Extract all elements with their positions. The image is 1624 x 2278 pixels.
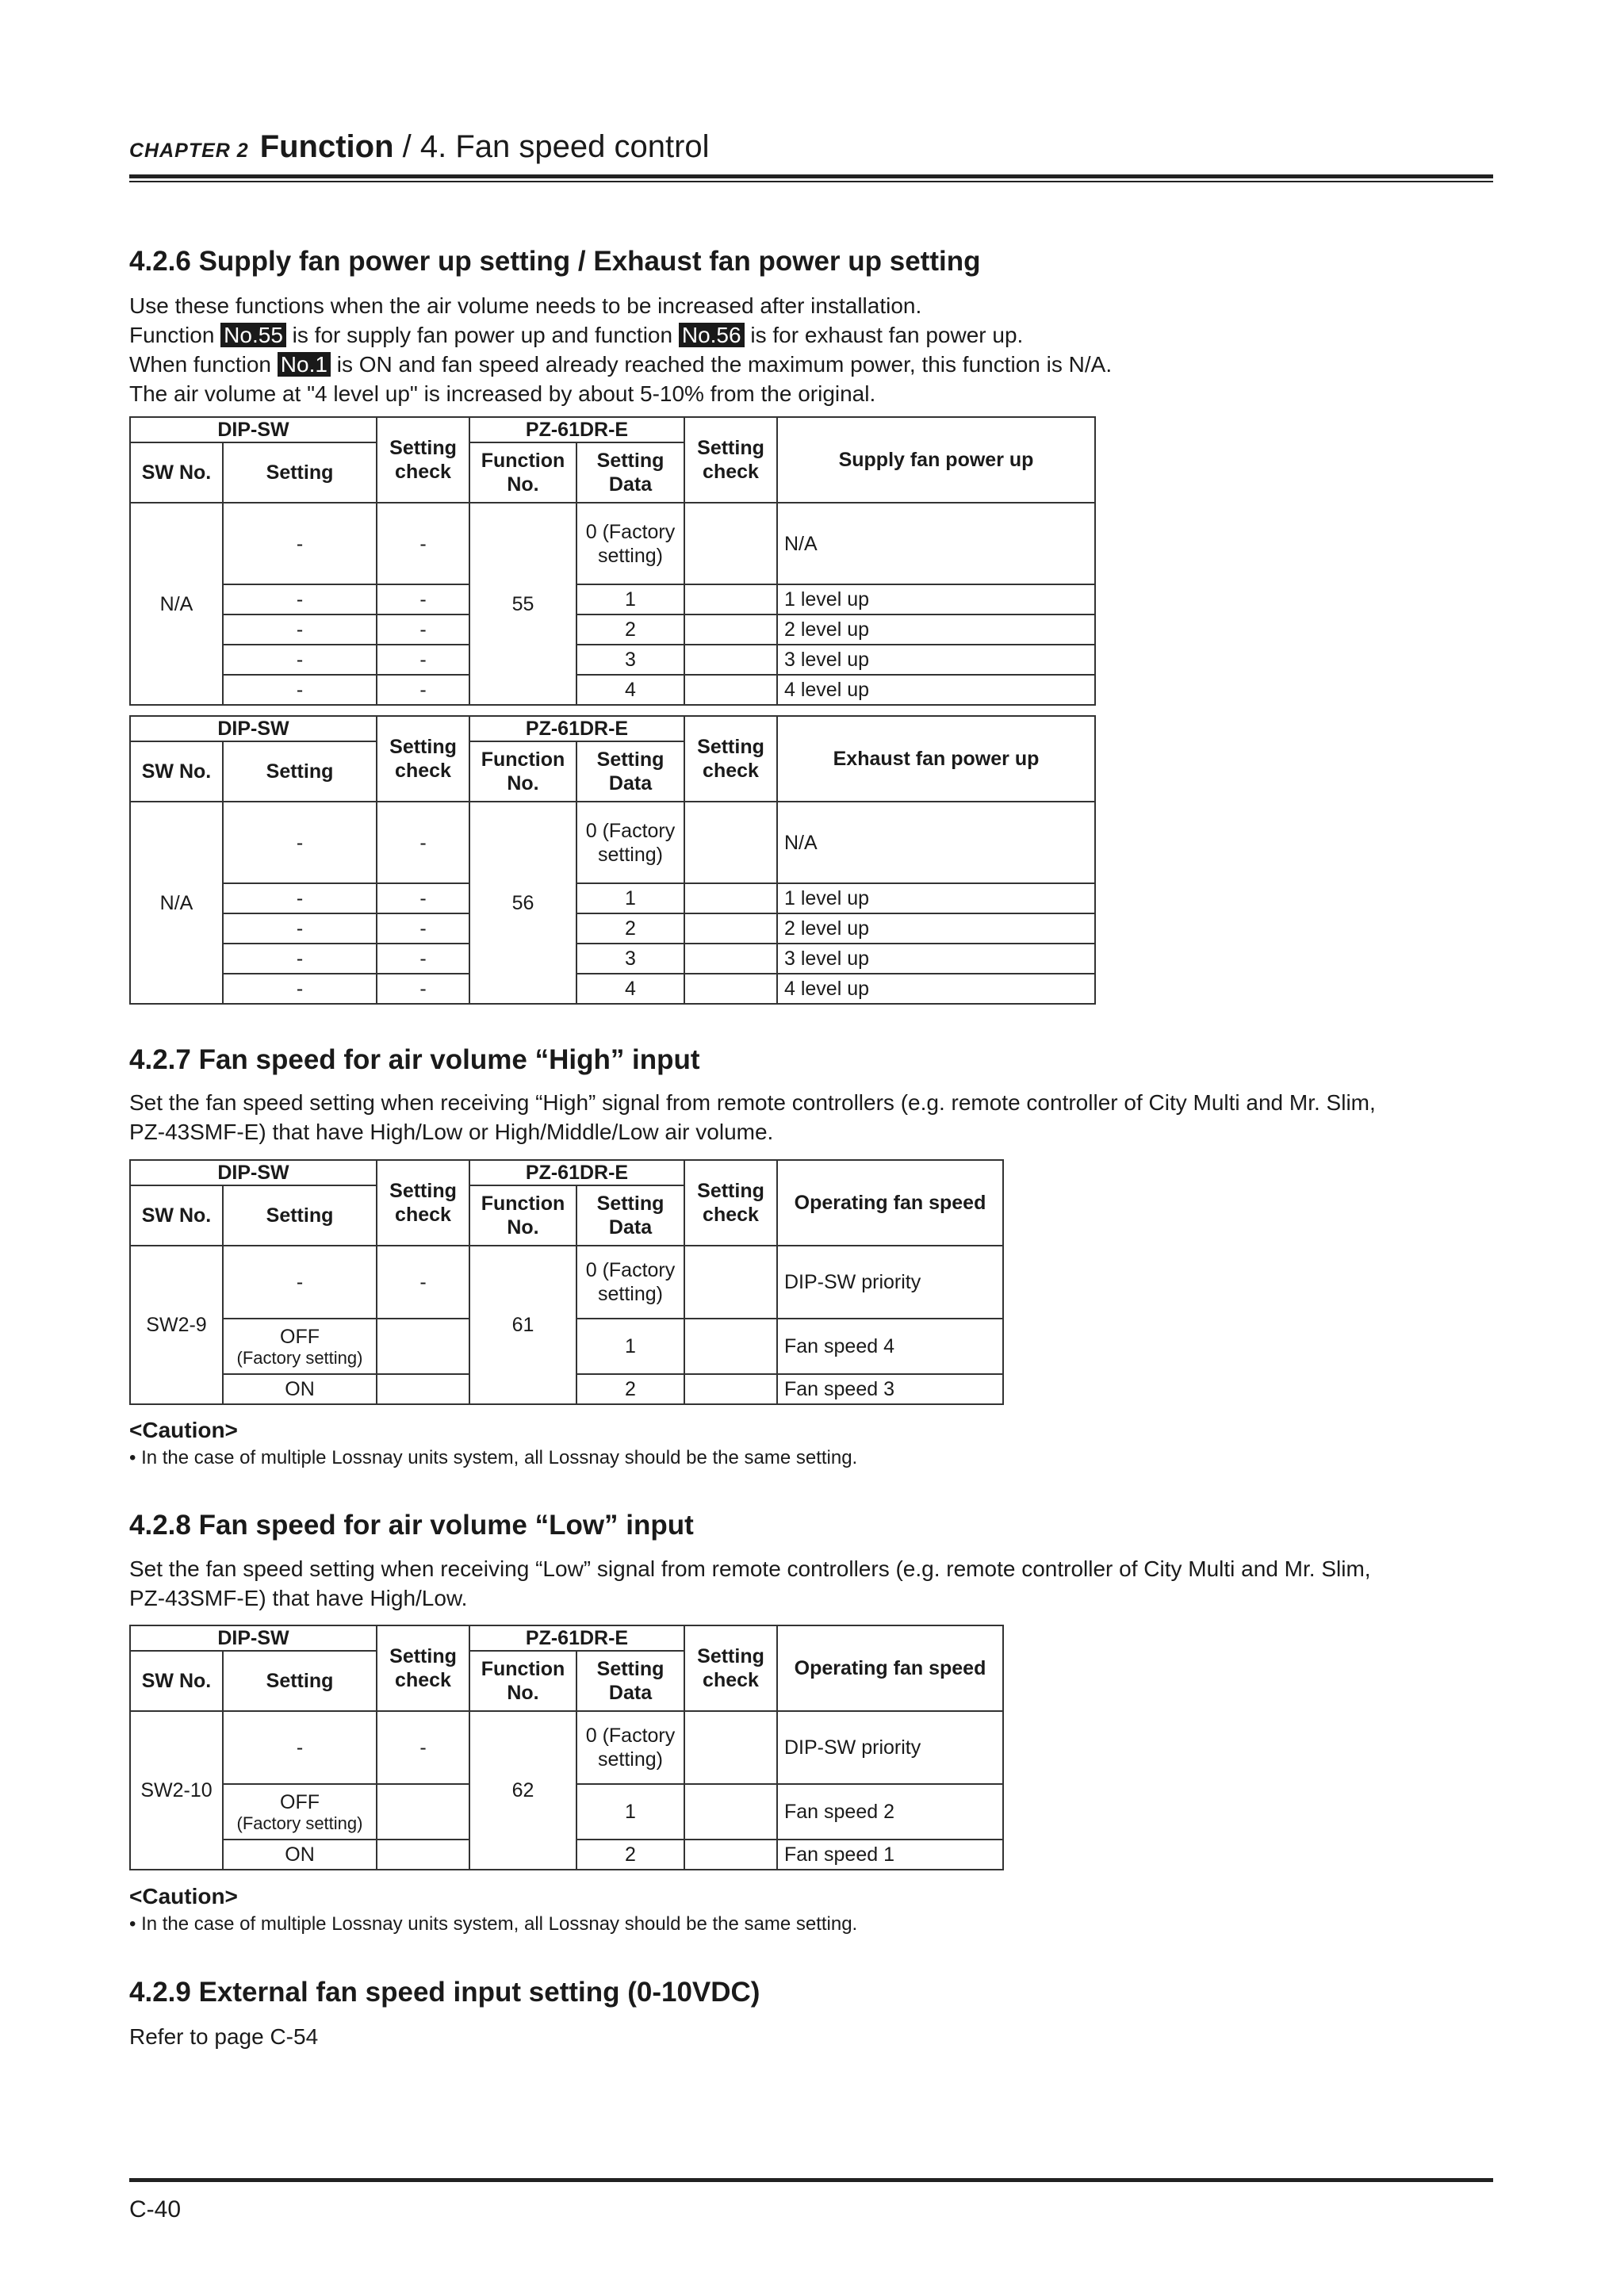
setting-cell: - <box>223 802 377 883</box>
header-rule-thin <box>129 181 1493 182</box>
header-dipsw: DIP-SW <box>130 417 377 442</box>
data-cell: 2 <box>576 1840 684 1870</box>
section-426-text <box>129 291 1497 408</box>
header-pz: PZ-61DR-E <box>469 1625 684 1651</box>
result-cell: 4 level up <box>777 974 1095 1004</box>
header-result: Exhaust fan power up <box>777 716 1095 802</box>
check-cell: - <box>377 913 469 944</box>
header-setting-check: Setting check <box>377 417 469 503</box>
section-429-text: Refer to page C-54 <box>129 2024 319 2049</box>
line: is for supply fan power up and function <box>285 323 679 347</box>
header-setting: Setting <box>223 741 377 802</box>
result-cell: 3 level up <box>777 944 1095 974</box>
check2-cell <box>684 883 777 913</box>
header-sw-no: SW No. <box>130 442 223 503</box>
caution-title: <Caution> <box>129 1418 238 1442</box>
result-cell: 1 level up <box>777 584 1095 614</box>
sw-no-cell: SW2-9 <box>130 1246 223 1404</box>
caution-title: <Caution> <box>129 1884 238 1909</box>
function-no-cell: 56 <box>469 802 576 1004</box>
setting-cell: - <box>223 1246 377 1319</box>
check-cell: - <box>377 584 469 614</box>
supply-fan-table <box>129 416 1096 706</box>
setting-cell: - <box>223 883 377 913</box>
table-row <box>130 1246 1003 1319</box>
section-427-text <box>129 1088 1497 1147</box>
header-setting-check: Setting check <box>377 1160 469 1246</box>
setting-sub: (Factory setting) <box>236 1348 363 1368</box>
header-sw-no: SW No. <box>130 1185 223 1246</box>
header-function-no: Function No. <box>469 1185 576 1246</box>
setting-cell <box>223 1319 377 1374</box>
table-row <box>130 584 1095 614</box>
data-cell: 2 <box>576 1374 684 1404</box>
header-setting-check: Setting check <box>684 1625 777 1711</box>
line: Use these functions when the air volume needs to be increased after installation. <box>129 293 922 318</box>
data-cell: 3 <box>576 944 684 974</box>
header-result: Supply fan power up <box>777 417 1095 503</box>
section-title-427: 4.2.7 Fan speed for air volume “High” input <box>129 1044 700 1075</box>
setting-cell: - <box>223 1711 377 1784</box>
header-function-no: Function No. <box>469 442 576 503</box>
table-row <box>130 802 1095 883</box>
result-cell: Fan speed 4 <box>777 1319 1003 1374</box>
setting-cell: ON <box>223 1840 377 1870</box>
footer-rule <box>129 2178 1493 2182</box>
result-cell: Fan speed 1 <box>777 1840 1003 1870</box>
header-function-no: Function No. <box>469 741 576 802</box>
data-cell: 2 <box>576 913 684 944</box>
line: Function <box>129 323 221 347</box>
chapter-label: CHAPTER 2 <box>129 140 249 162</box>
line: Set the fan speed setting when receiving “Low” signal from remote controllers (e.g. remote controller of City Multi and Mr. Slim, <box>129 1556 1371 1581</box>
data-cell: 1 <box>576 883 684 913</box>
setting-cell: - <box>223 675 377 705</box>
result-cell: N/A <box>777 503 1095 584</box>
line: PZ-43SMF-E) that have High/Low. <box>129 1586 468 1610</box>
caution-text: • In the case of multiple Lossnay units system, all Lossnay should be the same setting. <box>129 1447 858 1468</box>
setting-cell <box>223 1784 377 1840</box>
function-no-cell: 62 <box>469 1711 576 1870</box>
line: The air volume at "4 level up" is increased by about 5-10% from the original. <box>129 381 876 406</box>
table-row <box>130 913 1095 944</box>
setting-cell: - <box>223 913 377 944</box>
result-cell: 2 level up <box>777 913 1095 944</box>
check2-cell <box>684 503 777 584</box>
check-cell <box>377 1840 469 1870</box>
header-setting-data: Setting Data <box>576 741 684 802</box>
check2-cell <box>684 675 777 705</box>
check2-cell <box>684 913 777 944</box>
check-cell: - <box>377 1246 469 1319</box>
data-cell: 2 <box>576 614 684 645</box>
check2-cell <box>684 802 777 883</box>
table-row <box>130 944 1095 974</box>
data-cell: 0 (Factory setting) <box>576 1246 684 1319</box>
sw-no-cell: SW2-10 <box>130 1711 223 1870</box>
check-cell: - <box>377 503 469 584</box>
data-cell: 3 <box>576 645 684 675</box>
check-cell: - <box>377 974 469 1004</box>
chapter-header <box>129 129 1493 165</box>
sw-no-cell: N/A <box>130 802 223 1004</box>
header-dipsw: DIP-SW <box>130 1160 377 1185</box>
check2-cell <box>684 1840 777 1870</box>
function-tag: No.56 <box>679 323 745 347</box>
header-setting-data: Setting Data <box>576 1185 684 1246</box>
setting-cell: - <box>223 614 377 645</box>
section-title-426: 4.2.6 Supply fan power up setting / Exhaust fan power up setting <box>129 246 981 277</box>
data-cell: 4 <box>576 675 684 705</box>
setting-cell: - <box>223 974 377 1004</box>
check-cell: - <box>377 675 469 705</box>
caution-text: • In the case of multiple Lossnay units system, all Lossnay should be the same setting. <box>129 1913 858 1935</box>
section-label: / 4. Fan speed control <box>393 129 710 164</box>
section-428-text <box>129 1554 1497 1613</box>
section-title-428: 4.2.8 Fan speed for air volume “Low” input <box>129 1510 694 1541</box>
table-row <box>130 503 1095 584</box>
table-row <box>130 883 1095 913</box>
header-setting-check: Setting check <box>684 716 777 802</box>
data-cell: 1 <box>576 1319 684 1374</box>
result-cell: Fan speed 2 <box>777 1784 1003 1840</box>
result-cell: 1 level up <box>777 883 1095 913</box>
setting-cell: - <box>223 584 377 614</box>
result-cell: DIP-SW priority <box>777 1711 1003 1784</box>
setting-value: OFF <box>280 1326 320 1348</box>
data-cell: 4 <box>576 974 684 1004</box>
line: Set the fan speed setting when receiving “High” signal from remote controllers (e.g. remote controller of City Multi and Mr. Slim, <box>129 1090 1376 1115</box>
data-cell: 0 (Factory setting) <box>576 503 684 584</box>
function-tag: No.55 <box>220 323 286 347</box>
line: is for exhaust fan power up. <box>744 323 1024 347</box>
header-setting-check: Setting check <box>377 1625 469 1711</box>
check2-cell <box>684 614 777 645</box>
table-row <box>130 974 1095 1004</box>
table-row <box>130 1711 1003 1784</box>
header-dipsw: DIP-SW <box>130 716 377 741</box>
line: is ON and fan speed already reached the maximum power, this function is N/A. <box>330 352 1113 377</box>
check-cell: - <box>377 1711 469 1784</box>
setting-cell: - <box>223 645 377 675</box>
header-result: Operating fan speed <box>777 1160 1003 1246</box>
check-cell: - <box>377 944 469 974</box>
line: PZ-43SMF-E) that have High/Low or High/Middle/Low air volume. <box>129 1120 774 1144</box>
page-number: C-40 <box>129 2196 182 2222</box>
result-cell: 3 level up <box>777 645 1095 675</box>
setting-cell: - <box>223 503 377 584</box>
exhaust-fan-table <box>129 715 1096 1005</box>
table-row <box>130 675 1095 705</box>
header-result: Operating fan speed <box>777 1625 1003 1711</box>
check-cell <box>377 1374 469 1404</box>
high-input-table <box>129 1159 1004 1405</box>
check-cell <box>377 1784 469 1840</box>
header-setting-check: Setting check <box>684 1160 777 1246</box>
data-cell: 0 (Factory setting) <box>576 1711 684 1784</box>
data-cell: 0 (Factory setting) <box>576 802 684 883</box>
table-row <box>130 645 1095 675</box>
header-setting-check: Setting check <box>377 716 469 802</box>
check2-cell <box>684 1711 777 1784</box>
header-pz: PZ-61DR-E <box>469 417 684 442</box>
check2-cell <box>684 1319 777 1374</box>
setting-cell: ON <box>223 1374 377 1404</box>
data-cell: 1 <box>576 584 684 614</box>
data-cell: 1 <box>576 1784 684 1840</box>
header-sw-no: SW No. <box>130 1651 223 1711</box>
check2-cell <box>684 944 777 974</box>
setting-value: OFF <box>280 1791 320 1813</box>
result-cell: Fan speed 3 <box>777 1374 1003 1404</box>
header-dipsw: DIP-SW <box>130 1625 377 1651</box>
check2-cell <box>684 645 777 675</box>
check-cell: - <box>377 883 469 913</box>
header-pz: PZ-61DR-E <box>469 1160 684 1185</box>
result-cell: DIP-SW priority <box>777 1246 1003 1319</box>
header-sw-no: SW No. <box>130 741 223 802</box>
section-title-429: 4.2.9 External fan speed input setting (0-10VDC) <box>129 1977 760 2008</box>
check2-cell <box>684 584 777 614</box>
function-no-cell: 61 <box>469 1246 576 1404</box>
check2-cell <box>684 1374 777 1404</box>
function-no-cell: 55 <box>469 503 576 705</box>
header-setting-check: Setting check <box>684 417 777 503</box>
check-cell: - <box>377 645 469 675</box>
table-row <box>130 614 1095 645</box>
check-cell <box>377 1319 469 1374</box>
check2-cell <box>684 1246 777 1319</box>
low-input-table <box>129 1625 1004 1870</box>
result-cell: 4 level up <box>777 675 1095 705</box>
header-setting: Setting <box>223 1651 377 1711</box>
check-cell: - <box>377 802 469 883</box>
result-cell: 2 level up <box>777 614 1095 645</box>
header-rule <box>129 174 1493 178</box>
setting-cell: - <box>223 944 377 974</box>
header-setting: Setting <box>223 442 377 503</box>
header-setting: Setting <box>223 1185 377 1246</box>
function-tag: No.1 <box>278 352 331 377</box>
header-setting-data: Setting Data <box>576 442 684 503</box>
header-function-no: Function No. <box>469 1651 576 1711</box>
check2-cell <box>684 1784 777 1840</box>
result-cell: N/A <box>777 802 1095 883</box>
sw-no-cell: N/A <box>130 503 223 705</box>
check-cell: - <box>377 614 469 645</box>
function-label: Function <box>259 129 394 164</box>
line: When function <box>129 352 278 377</box>
setting-sub: (Factory setting) <box>236 1813 363 1833</box>
check2-cell <box>684 974 777 1004</box>
header-pz: PZ-61DR-E <box>469 716 684 741</box>
header-setting-data: Setting Data <box>576 1651 684 1711</box>
